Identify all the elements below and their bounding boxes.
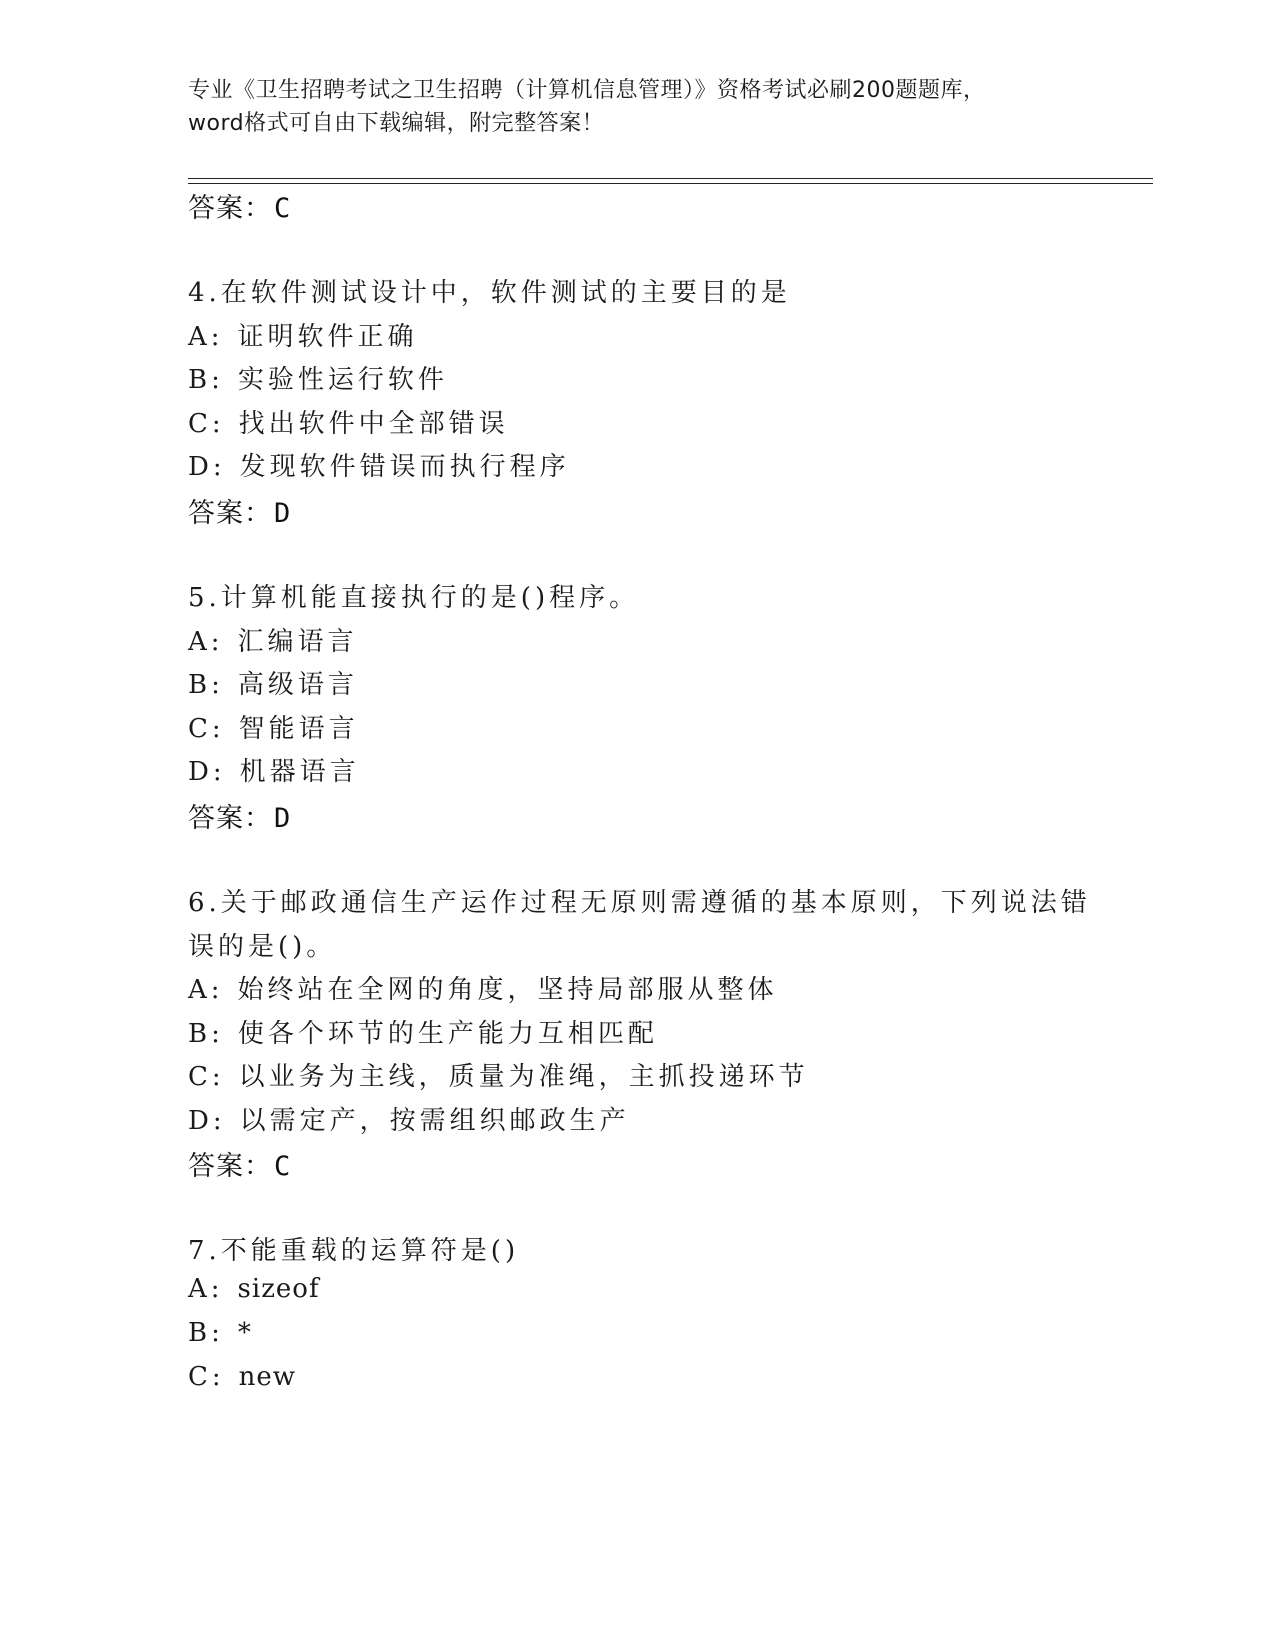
option-letter: D: [188,757,226,787]
question-6-stem-line-2: 误的是()。 [188,932,337,962]
option-text: 汇编语言 [237,627,358,657]
question-4-option-c [188,403,509,440]
question-5-answer [188,796,291,835]
question-4-option-d [188,446,570,483]
answer-value: C [274,1151,292,1182]
question-4-option-b [188,359,448,396]
option-letter: D: [188,452,226,482]
option-letter: B: [188,1318,224,1348]
option-letter: C: [188,1062,225,1092]
option-letter: A: [188,322,224,352]
option-text: 始终站在全网的角度，坚持局部服从整体 [237,975,778,1005]
header-divider-bottom [188,183,1153,184]
answer-label: 答案： [188,1151,272,1182]
option-text: 发现软件错误而执行程序 [239,452,570,482]
option-letter: B: [188,365,224,395]
option-text: 以业务为主线，质量为准绳，主抓投递环节 [238,1062,809,1092]
option-text: 实验性运行软件 [237,365,448,395]
answer-label: 答案： [188,498,272,529]
header-divider-top [188,178,1153,179]
question-6-answer [188,1144,291,1183]
question-4-stem: 4.在软件测试设计中，软件测试的主要目的是 [188,278,791,308]
question-5-option-c [188,708,359,745]
question-6-stem-line-1: 6.关于邮政通信生产运作过程无原则需遵循的基本原则，下列说法错 [188,888,1091,918]
option-text: 证明软件正确 [237,322,418,352]
option-text: 高级语言 [237,670,358,700]
option-letter: A: [188,627,224,657]
option-text: 智能语言 [238,714,359,744]
question-4-option-a [188,316,418,353]
option-text: 机器语言 [239,757,360,787]
question-7-option-c [188,1362,296,1392]
option-letter: A: [188,1274,224,1304]
prev-answer [188,186,291,225]
answer-value: D [274,498,292,529]
option-text: 以需定产，按需组织邮政生产 [239,1106,630,1136]
question-5-option-d [188,751,360,788]
option-letter: C: [188,1362,225,1392]
answer-label: 答案： [188,193,272,224]
answer-label: 答案： [188,803,272,834]
option-letter: B: [188,670,224,700]
option-letter: D: [188,1106,226,1136]
question-5-stem: 5.计算机能直接执行的是()程序。 [188,583,640,613]
option-text: 使各个环节的生产能力互相匹配 [237,1019,658,1049]
question-4-answer [188,491,291,530]
option-letter: C: [188,714,225,744]
question-5-option-b [188,664,358,701]
question-7-stem: 7.不能重载的运算符是() [188,1236,520,1266]
document-header [188,74,1088,140]
option-text: sizeof [237,1274,320,1304]
option-text: 找出软件中全部错误 [238,409,509,439]
answer-value: C [274,193,292,224]
question-7-option-a [188,1274,320,1304]
answer-value: D [274,803,292,834]
header-line-2: word格式可自由下载编辑，附完整答案！ [188,111,605,136]
question-6-option-d [188,1100,630,1137]
option-letter: A: [188,975,224,1005]
header-line-1: 专业《卫生招聘考试之卫生招聘（计算机信息管理）》资格考试必刷200题题库， [188,78,986,103]
option-letter: C: [188,409,225,439]
question-6-option-a [188,969,778,1006]
question-6-option-c [188,1056,809,1093]
option-text: new [238,1362,297,1392]
option-text: * [237,1318,252,1348]
question-5-option-a [188,621,358,658]
question-6-option-b [188,1013,658,1050]
question-7-option-b [188,1318,252,1348]
option-letter: B: [188,1019,224,1049]
